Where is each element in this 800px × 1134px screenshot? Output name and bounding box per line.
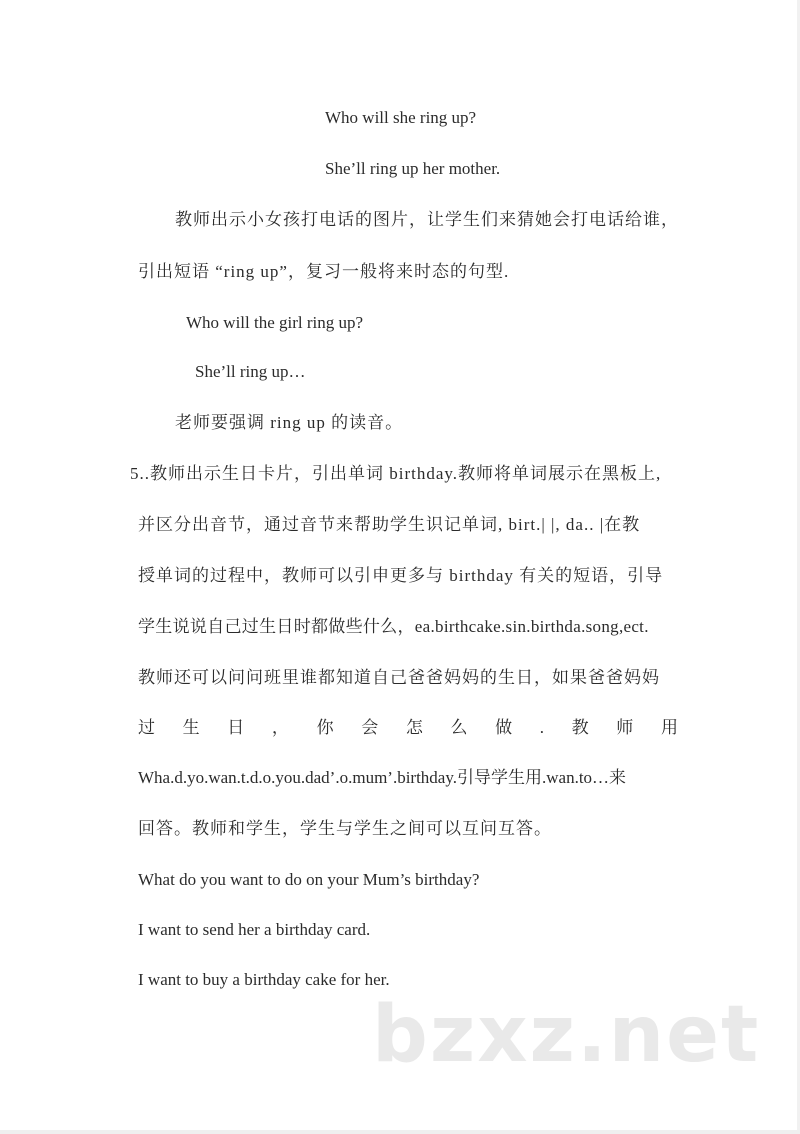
justified-char: 师: [616, 718, 634, 737]
paragraph-line: 学生说说自己过生日时都做些什么，ea.birthcake.sin.birthda.song,ect.: [138, 617, 649, 636]
paragraph-line: 授单词的过程中，教师可以引申更多与 birthday 有关的短语，引导: [138, 566, 664, 585]
justified-char: 教: [571, 718, 589, 737]
justified-char: .: [539, 718, 545, 737]
justified-char: 过: [138, 718, 155, 737]
paragraph-line: 5..教师出示生日卡片，引出单词 birthday.教师将单词展示在黑板上,: [130, 464, 662, 483]
paragraph-line: 教师还可以问问班里谁都知道自己爸爸妈妈的生日，如果爸爸妈妈: [138, 668, 660, 687]
justified-char: 用: [660, 718, 678, 737]
paragraph-line: Wha.d.yo.wan.t.d.o.you.dad’.o.mum’.birthday.引导学生用.wan.to…来: [138, 768, 627, 787]
paragraph-line: 老师要强调 ring up 的读音。: [175, 413, 404, 432]
justified-char: 生: [182, 718, 200, 737]
answer-ring-up-mother: She’ll ring up her mother.: [325, 159, 501, 178]
paragraph-line: 引出短语 “ring up”，复习一般将来时态的句型.: [138, 262, 510, 281]
justified-char: ，: [271, 718, 289, 737]
answer-ring-up: She’ll ring up…: [195, 362, 306, 381]
question-girl-ring-up: Who will the girl ring up?: [186, 313, 364, 332]
paragraph-line: 教师出示小女孩打电话的图片，让学生们来猜她会打电话给谁，: [175, 210, 679, 229]
justified-char: 做: [495, 718, 513, 737]
example-answer: I want to send her a birthday card.: [138, 920, 371, 939]
paragraph-line: 并区分出音节，通过音节来帮助学生识记单词, birt.| |, da.. |在教: [138, 515, 641, 534]
question-she-ring-up: Who will she ring up?: [325, 108, 477, 127]
justified-line: [138, 716, 678, 740]
page-edge: [0, 1130, 800, 1134]
paragraph-line: 回答。教师和学生，学生与学生之间可以互问互答。: [138, 819, 552, 838]
justified-char: 日: [227, 718, 245, 737]
justified-char: 会: [361, 718, 379, 737]
example-question: What do you want to do on your Mum’s birthday?: [138, 870, 480, 889]
justified-char: 怎: [405, 718, 423, 737]
justified-char: 你: [316, 718, 334, 737]
example-answer: I want to buy a birthday cake for her.: [138, 970, 390, 989]
justified-char: 么: [450, 718, 468, 737]
watermark: bzxz.net: [372, 990, 761, 1080]
